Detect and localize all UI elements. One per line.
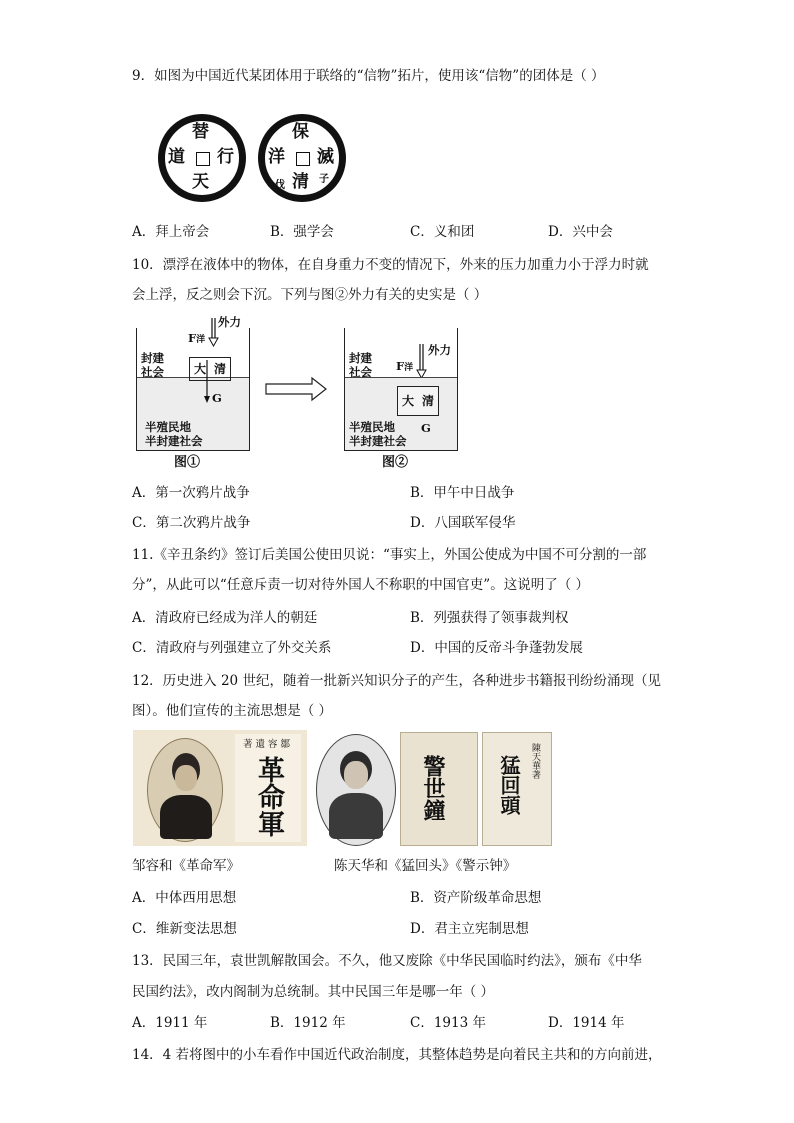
transition-arrow <box>266 378 326 400</box>
q14-line1: 14．4 若将图中的小车看作中国近代政治制度，其整体趋势是向着民主共和的方向前进， <box>132 1047 662 1063</box>
fig2-lower-label-1: 半殖民地 <box>349 420 395 434</box>
q9-option-d[interactable]: D．兴中会 <box>548 224 613 240</box>
zou-rong-portrait <box>147 738 223 842</box>
fig1-box-right: 清 <box>214 362 227 376</box>
q12-option-b[interactable]: B．资产阶级革命思想 <box>410 890 542 906</box>
q12-option-a[interactable]: A．中体西用思想 <box>132 890 237 906</box>
geming-jun-title: 革命軍 <box>253 755 284 837</box>
coin1-bottom-char: 天 <box>192 172 209 192</box>
jingshi-zhong-title: 警世鐘 <box>420 755 446 821</box>
q12-line2: 图）。他们宣传的主流思想是（ ） <box>132 703 333 719</box>
jingshi-zhong-book <box>400 732 478 846</box>
q11-option-d[interactable]: D．中国的反帝斗争蓬勃发展 <box>410 640 583 656</box>
fig2-gravity-label: G <box>421 421 431 435</box>
q13-option-a[interactable]: A．1911 年 <box>132 1015 208 1031</box>
fig2-buoyancy-label: F洋 <box>396 359 414 373</box>
q13-line1: 13．民国三年，袁世凯解散国会。不久，他又废除《中华民国临时约法》，颁布《中华 <box>132 953 642 969</box>
fig2-upper-label: 封建 <box>349 351 372 365</box>
q12-caption-2: 陈天华和《猛回头》《警示钟》 <box>334 858 517 874</box>
coin1-top-char: 替 <box>192 122 209 142</box>
fig1-lower-label-1: 半殖民地 <box>145 420 191 434</box>
fig2-lower-label-2: 半封建社会 <box>349 434 407 448</box>
q10-option-a[interactable]: A．第一次鸦片战争 <box>132 485 250 501</box>
q10-option-b[interactable]: B．甲午中日战争 <box>410 485 515 501</box>
coin2-small-right-char: 子 <box>319 174 329 185</box>
fig2-box-right: 清 <box>422 394 435 408</box>
geming-jun-author: 著遺容鄒 <box>242 739 293 750</box>
coin1-left-char: 道 <box>168 147 185 167</box>
coin2-top-char: 保 <box>292 122 309 142</box>
q12-option-d[interactable]: D．君主立宪制思想 <box>410 921 529 937</box>
menghui-tou-book <box>482 732 552 846</box>
q13-option-d[interactable]: D．1914 年 <box>548 1015 625 1031</box>
menghui-tou-author: 陳天華著 <box>530 743 540 779</box>
q13-line2: 民国约法》，改内阁制为总统制。其中民国三年是哪一年（ ） <box>132 984 495 1000</box>
q9-text: 9．如图为中国近代某团体用于联络的“信物”拓片，使用该“信物”的团体是（ ） <box>132 68 605 84</box>
fig1-upper-label: 封建 <box>141 351 164 365</box>
chen-tianhua-portrait <box>314 732 396 846</box>
fig1-box-left: 大 <box>193 362 206 376</box>
q11-line1: 11.《辛丑条约》签订后美国公使田贝说：“事实上，外国公使成为中国不可分割的一部 <box>132 547 647 563</box>
q11-line2: 分”，从此可以“任意斥责一切对待外国人不称职的中国官吏”。这说明了（ ） <box>132 577 589 593</box>
q12-caption-1: 邹容和《革命军》 <box>132 858 240 874</box>
menghui-tou-title: 猛回頭 <box>497 755 521 815</box>
fig1-lower-label-2: 半封建社会 <box>145 434 203 448</box>
q13-option-c[interactable]: C．1913 年 <box>410 1015 486 1031</box>
q10-line1: 10．漂浮在液体中的物体，在自身重力不变的情况下，外来的压力加重力小于浮力时就 <box>132 257 649 273</box>
q12-option-c[interactable]: C．维新变法思想 <box>132 921 237 937</box>
coin2-left-char: 洋 <box>268 147 285 167</box>
q9-option-c[interactable]: C．义和团 <box>410 224 475 240</box>
fig2-caption: 图② <box>382 455 409 470</box>
fig2-qing-box <box>397 386 439 416</box>
fig1-caption: 图① <box>174 455 201 470</box>
q12-line1: 12．历史进入 20 世纪，随着一批新兴知识分子的产生，各种进步书籍报刊纷纷涌现（见 <box>132 673 661 689</box>
q9-option-b[interactable]: B．强学会 <box>270 224 334 240</box>
q9-option-a[interactable]: A．拜上帝会 <box>132 224 210 240</box>
fig2-box-left: 大 <box>401 394 414 408</box>
q11-option-c[interactable]: C．清政府与列强建立了外交关系 <box>132 640 332 656</box>
fig1-upper-label-2: 社会 <box>141 365 164 379</box>
q11-option-a[interactable]: A．清政府已经成为洋人的朝廷 <box>132 610 318 626</box>
fig2-force-label: 外力 <box>428 343 451 357</box>
coin1-right-char: 行 <box>217 147 234 167</box>
q13-option-b[interactable]: B．1912 年 <box>270 1015 346 1031</box>
fig1-buoyancy-label: F洋 <box>188 331 206 345</box>
q10-option-c[interactable]: C．第二次鸦片战争 <box>132 515 251 531</box>
q11-option-b[interactable]: B．列强获得了领事裁判权 <box>410 610 569 626</box>
zou-rong-photo-panel <box>133 730 307 846</box>
coin2-bottom-char: 清 <box>292 172 309 192</box>
fig1-gravity-label: G <box>212 391 222 405</box>
coin2-right-char: 滅 <box>317 147 334 167</box>
coin2-small-left-char: 伐 <box>275 180 285 191</box>
fig1-force-label: 外力 <box>218 315 241 329</box>
fig2-upper-label-2: 社会 <box>349 365 372 379</box>
q10-line2: 会上浮，反之则会下沉。下列与图②外力有关的史实是（ ） <box>132 287 488 303</box>
q10-option-d[interactable]: D．八国联军侵华 <box>410 515 516 531</box>
